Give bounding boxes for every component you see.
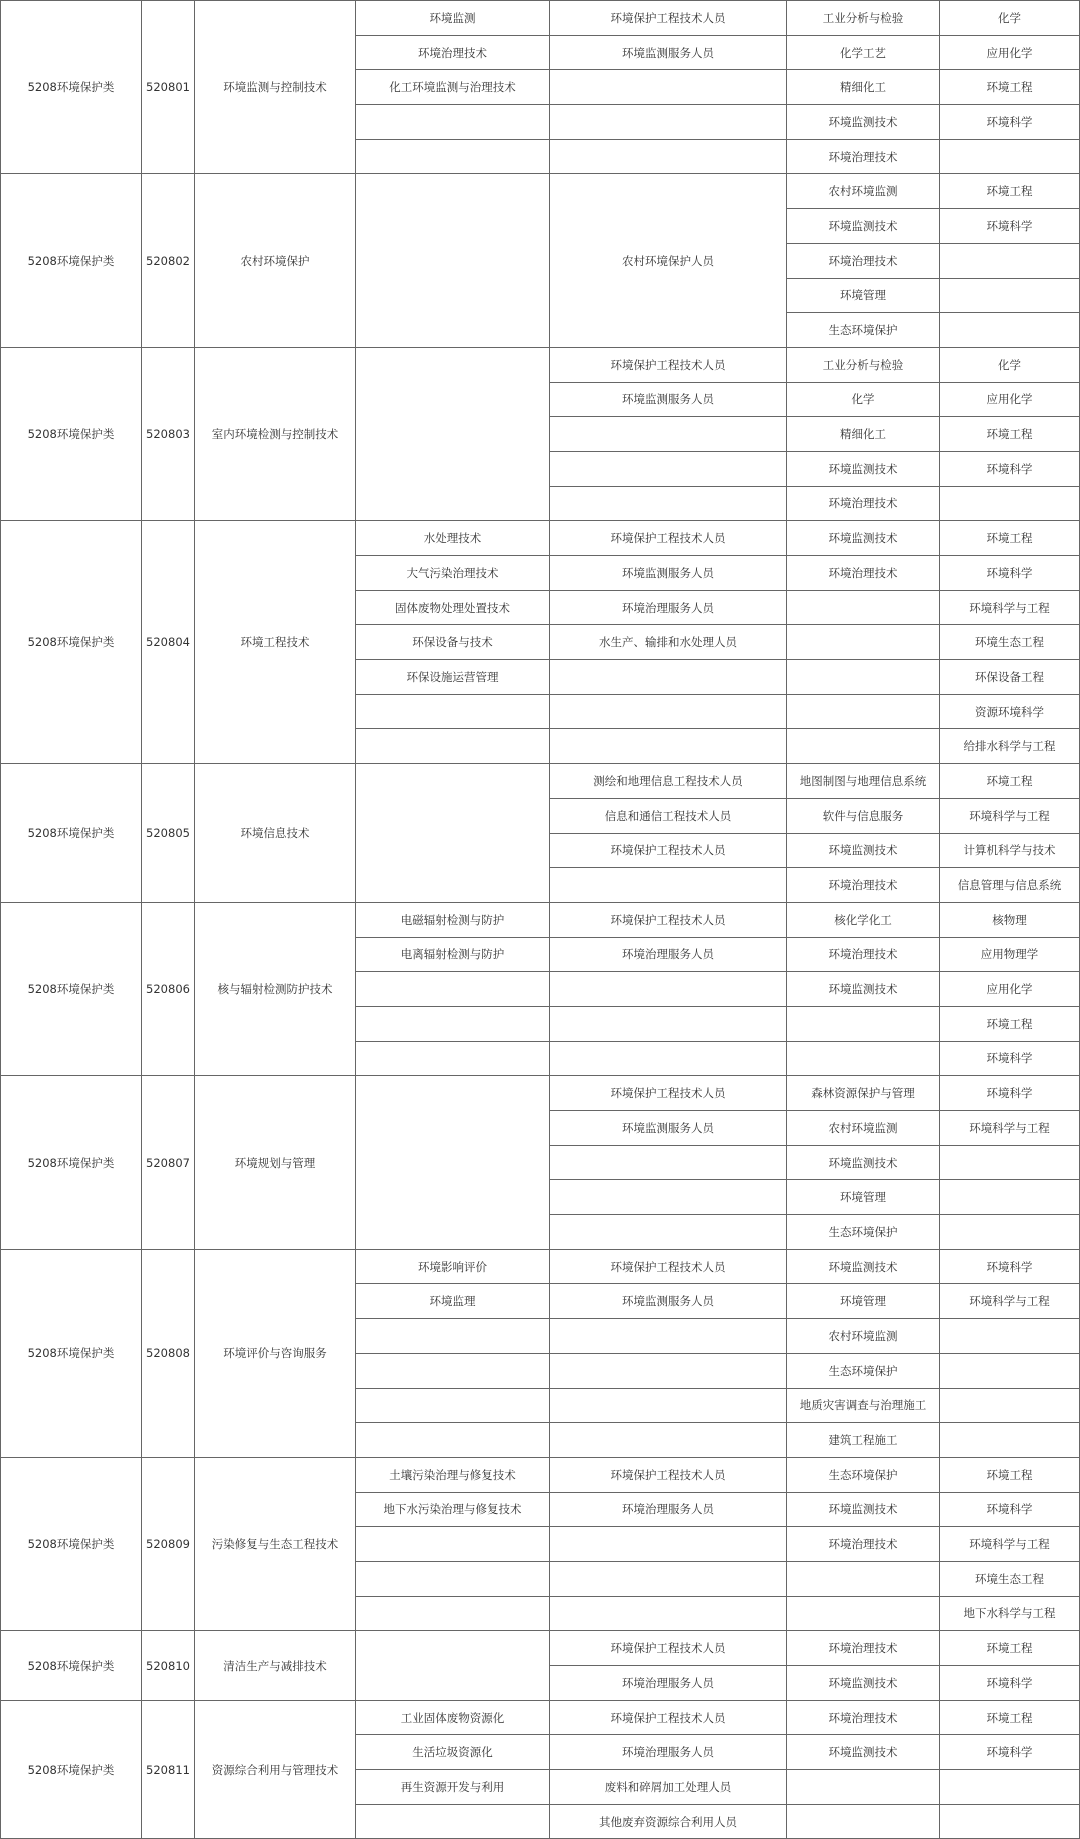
category-cell: 5208环境保护类 <box>1 902 142 1075</box>
major-name-cell: 环境工程技术 <box>195 521 356 764</box>
occupation-cell <box>550 660 787 695</box>
occupation-cell: 环境保护工程技术人员 <box>550 1076 787 1111</box>
continuation-major-cell <box>356 1423 550 1458</box>
occupation-cell: 环境治理服务人员 <box>550 1666 787 1701</box>
undergrad-major-cell: 环境科学与工程 <box>940 1527 1080 1562</box>
vocational-major-cell: 核化学化工 <box>787 902 940 937</box>
major-code-cell: 520808 <box>142 1249 195 1457</box>
undergrad-major-cell: 环境科学 <box>940 1076 1080 1111</box>
major-name-cell: 农村环境保护 <box>195 174 356 347</box>
undergrad-major-cell: 应用化学 <box>940 972 1080 1007</box>
major-code-cell: 520810 <box>142 1631 195 1700</box>
category-cell: 5208环境保护类 <box>1 521 142 764</box>
occupation-cell: 废料和碎屑加工处理人员 <box>550 1770 787 1805</box>
undergrad-major-cell: 应用化学 <box>940 382 1080 417</box>
continuation-major-cell <box>356 972 550 1007</box>
occupation-cell: 环境治理服务人员 <box>550 937 787 972</box>
undergrad-major-cell: 环境科学 <box>940 556 1080 591</box>
table-row <box>1 1076 1080 1111</box>
major-name-cell: 环境规划与管理 <box>195 1076 356 1249</box>
major-code-cell: 520803 <box>142 347 195 520</box>
undergrad-major-cell: 环保设备工程 <box>940 660 1080 695</box>
undergrad-major-cell: 环境科学 <box>940 1666 1080 1701</box>
undergrad-major-cell: 信息管理与信息系统 <box>940 868 1080 903</box>
vocational-major-cell: 环境治理技术 <box>787 139 940 174</box>
vocational-major-cell: 生态环境保护 <box>787 1353 940 1388</box>
vocational-major-cell: 化学工艺 <box>787 35 940 70</box>
occupation-cell: 环境保护工程技术人员 <box>550 1249 787 1284</box>
occupation-cell <box>550 1006 787 1041</box>
table-row <box>1 174 1080 209</box>
vocational-major-cell: 地质灾害调查与治理施工 <box>787 1388 940 1423</box>
occupation-cell: 环境治理服务人员 <box>550 1735 787 1770</box>
undergrad-major-cell: 环境科学 <box>940 1735 1080 1770</box>
occupation-cell <box>550 1353 787 1388</box>
undergrad-major-cell: 环境科学 <box>940 1492 1080 1527</box>
major-code-cell: 520801 <box>142 1 195 174</box>
vocational-major-cell: 环境治理技术 <box>787 1700 940 1735</box>
continuation-major-cell: 工业固体废物资源化 <box>356 1700 550 1735</box>
undergrad-major-cell <box>940 1353 1080 1388</box>
continuation-major-cell: 再生资源开发与利用 <box>356 1770 550 1805</box>
vocational-major-cell: 生态环境保护 <box>787 1457 940 1492</box>
occupation-cell <box>550 70 787 105</box>
vocational-major-cell <box>787 660 940 695</box>
table-row <box>1 1457 1080 1492</box>
table-row <box>1 1249 1080 1284</box>
occupation-cell <box>550 1561 787 1596</box>
continuation-major-cell: 化工环境监测与治理技术 <box>356 70 550 105</box>
continuation-major-cell <box>356 1006 550 1041</box>
undergrad-major-cell <box>940 1180 1080 1215</box>
occupation-cell: 环境保护工程技术人员 <box>550 902 787 937</box>
occupation-cell <box>550 868 787 903</box>
occupation-cell: 环境保护工程技术人员 <box>550 1 787 36</box>
undergrad-major-cell: 环境生态工程 <box>940 1561 1080 1596</box>
occupation-cell <box>550 1423 787 1458</box>
occupation-cell: 环境监测服务人员 <box>550 1111 787 1146</box>
occupation-cell <box>550 729 787 764</box>
occupation-cell <box>550 417 787 452</box>
table-row <box>1 521 1080 556</box>
continuation-major-cell: 环境影响评价 <box>356 1249 550 1284</box>
undergrad-major-cell: 环境科学 <box>940 1249 1080 1284</box>
occupation-cell <box>550 1145 787 1180</box>
major-code-cell: 520809 <box>142 1457 195 1630</box>
undergrad-major-cell: 环境科学 <box>940 1041 1080 1076</box>
undergrad-major-cell <box>940 1423 1080 1458</box>
vocational-major-cell: 环境管理 <box>787 278 940 313</box>
major-name-cell: 污染修复与生态工程技术 <box>195 1457 356 1630</box>
major-code-cell: 520805 <box>142 764 195 903</box>
continuation-major-cell <box>356 1631 550 1700</box>
vocational-major-cell <box>787 729 940 764</box>
continuation-major-cell <box>356 1041 550 1076</box>
vocational-major-cell <box>787 590 940 625</box>
table-row <box>1 1700 1080 1735</box>
occupation-cell <box>550 1596 787 1631</box>
continuation-major-cell <box>356 1561 550 1596</box>
undergrad-major-cell: 给排水科学与工程 <box>940 729 1080 764</box>
undergrad-major-cell: 环境工程 <box>940 521 1080 556</box>
undergrad-major-cell <box>940 1319 1080 1354</box>
undergrad-major-cell: 环境工程 <box>940 1700 1080 1735</box>
occupation-cell <box>550 451 787 486</box>
undergrad-major-cell <box>940 1770 1080 1805</box>
major-code-cell: 520806 <box>142 902 195 1075</box>
vocational-major-cell: 环境监测技术 <box>787 1735 940 1770</box>
vocational-major-cell: 环境监测技术 <box>787 521 940 556</box>
vocational-major-cell: 化学 <box>787 382 940 417</box>
category-cell: 5208环境保护类 <box>1 1249 142 1457</box>
vocational-major-cell: 森林资源保护与管理 <box>787 1076 940 1111</box>
continuation-major-cell: 电离辐射检测与防护 <box>356 937 550 972</box>
undergrad-major-cell <box>940 486 1080 521</box>
continuation-major-cell <box>356 347 550 520</box>
occupation-cell <box>550 694 787 729</box>
continuation-major-cell: 环保设备与技术 <box>356 625 550 660</box>
continuation-major-cell: 环境监测 <box>356 1 550 36</box>
undergrad-major-cell: 计算机科学与技术 <box>940 833 1080 868</box>
occupation-cell: 环境治理服务人员 <box>550 1492 787 1527</box>
continuation-major-cell: 土壤污染治理与修复技术 <box>356 1457 550 1492</box>
occupation-cell: 环境保护工程技术人员 <box>550 1457 787 1492</box>
vocational-major-cell: 地图制图与地理信息系统 <box>787 764 940 799</box>
undergrad-major-cell <box>940 1145 1080 1180</box>
continuation-major-cell: 水处理技术 <box>356 521 550 556</box>
category-cell: 5208环境保护类 <box>1 174 142 347</box>
vocational-major-cell: 环境管理 <box>787 1284 940 1319</box>
table-row <box>1 1 1080 36</box>
occupation-cell: 信息和通信工程技术人员 <box>550 798 787 833</box>
undergrad-major-cell <box>940 1215 1080 1250</box>
undergrad-major-cell: 化学 <box>940 1 1080 36</box>
continuation-major-cell: 环境治理技术 <box>356 35 550 70</box>
undergrad-major-cell: 环境科学与工程 <box>940 1284 1080 1319</box>
undergrad-major-cell: 环境工程 <box>940 1006 1080 1041</box>
vocational-major-cell: 农村环境监测 <box>787 174 940 209</box>
undergrad-major-cell: 环境生态工程 <box>940 625 1080 660</box>
major-code-cell: 520807 <box>142 1076 195 1249</box>
category-cell: 5208环境保护类 <box>1 764 142 903</box>
vocational-major-cell <box>787 1006 940 1041</box>
occupation-cell: 环境监测服务人员 <box>550 1284 787 1319</box>
occupation-cell <box>550 1319 787 1354</box>
vocational-major-cell: 工业分析与检验 <box>787 1 940 36</box>
undergrad-major-cell: 环境科学与工程 <box>940 1111 1080 1146</box>
occupation-cell <box>550 1041 787 1076</box>
occupation-cell: 水生产、输排和水处理人员 <box>550 625 787 660</box>
continuation-major-cell: 大气污染治理技术 <box>356 556 550 591</box>
occupation-cell: 其他废弃资源综合利用人员 <box>550 1804 787 1839</box>
vocational-major-cell: 环境治理技术 <box>787 1631 940 1666</box>
occupation-cell <box>550 1527 787 1562</box>
undergrad-major-cell: 化学 <box>940 347 1080 382</box>
vocational-major-cell: 工业分析与检验 <box>787 347 940 382</box>
occupation-cell: 环境治理服务人员 <box>550 590 787 625</box>
occupation-cell <box>550 1180 787 1215</box>
continuation-major-cell: 生活垃圾资源化 <box>356 1735 550 1770</box>
continuation-major-cell <box>356 729 550 764</box>
major-name-cell: 核与辐射检测防护技术 <box>195 902 356 1075</box>
vocational-major-cell: 环境治理技术 <box>787 243 940 278</box>
category-cell: 5208环境保护类 <box>1 1457 142 1630</box>
occupation-cell: 环境监测服务人员 <box>550 35 787 70</box>
vocational-major-cell: 环境监测技术 <box>787 1666 940 1701</box>
major-code-cell: 520804 <box>142 521 195 764</box>
undergrad-major-cell: 应用化学 <box>940 35 1080 70</box>
vocational-major-cell: 环境监测技术 <box>787 451 940 486</box>
occupation-cell <box>550 105 787 140</box>
occupation-cell <box>550 1215 787 1250</box>
vocational-major-cell <box>787 694 940 729</box>
continuation-major-cell <box>356 1076 550 1249</box>
continuation-major-cell <box>356 174 550 347</box>
undergrad-major-cell <box>940 139 1080 174</box>
major-name-cell: 环境信息技术 <box>195 764 356 903</box>
continuation-major-cell: 固体废物处理处置技术 <box>356 590 550 625</box>
table-row <box>1 347 1080 382</box>
category-cell: 5208环境保护类 <box>1 1 142 174</box>
undergrad-major-cell: 环境科学与工程 <box>940 798 1080 833</box>
major-name-cell: 清洁生产与减排技术 <box>195 1631 356 1700</box>
table-row <box>1 902 1080 937</box>
undergrad-major-cell <box>940 1388 1080 1423</box>
vocational-major-cell <box>787 625 940 660</box>
vocational-major-cell: 环境治理技术 <box>787 937 940 972</box>
continuation-major-cell <box>356 1319 550 1354</box>
vocational-major-cell: 生态环境保护 <box>787 1215 940 1250</box>
vocational-major-cell <box>787 1770 940 1805</box>
vocational-major-cell <box>787 1561 940 1596</box>
occupation-cell <box>550 486 787 521</box>
vocational-major-cell: 环境监测技术 <box>787 1249 940 1284</box>
major-name-cell: 室内环境检测与控制技术 <box>195 347 356 520</box>
vocational-major-cell: 精细化工 <box>787 70 940 105</box>
occupation-cell <box>550 972 787 1007</box>
occupation-cell <box>550 1388 787 1423</box>
vocational-major-cell <box>787 1596 940 1631</box>
vocational-major-cell: 农村环境监测 <box>787 1111 940 1146</box>
undergrad-major-cell: 资源环境科学 <box>940 694 1080 729</box>
vocational-major-cell: 环境监测技术 <box>787 209 940 244</box>
vocational-major-cell: 生态环境保护 <box>787 313 940 348</box>
vocational-major-cell: 环境治理技术 <box>787 486 940 521</box>
occupation-cell: 环境保护工程技术人员 <box>550 347 787 382</box>
vocational-major-cell <box>787 1041 940 1076</box>
undergrad-major-cell: 环境工程 <box>940 764 1080 799</box>
undergrad-major-cell: 环境工程 <box>940 1631 1080 1666</box>
vocational-major-cell: 环境治理技术 <box>787 868 940 903</box>
continuation-major-cell: 电磁辐射检测与防护 <box>356 902 550 937</box>
occupation-cell: 环境保护工程技术人员 <box>550 833 787 868</box>
table-row <box>1 1631 1080 1666</box>
undergrad-major-cell: 环境工程 <box>940 417 1080 452</box>
major-name-cell: 环境监测与控制技术 <box>195 1 356 174</box>
major-code-cell: 520802 <box>142 174 195 347</box>
continuation-major-cell <box>356 694 550 729</box>
vocational-major-cell: 农村环境监测 <box>787 1319 940 1354</box>
undergrad-major-cell: 环境工程 <box>940 1457 1080 1492</box>
undergrad-major-cell: 应用物理学 <box>940 937 1080 972</box>
vocational-major-cell: 环境管理 <box>787 1180 940 1215</box>
occupation-cell: 环境保护工程技术人员 <box>550 521 787 556</box>
major-code-cell: 520811 <box>142 1700 195 1839</box>
continuation-major-cell <box>356 1596 550 1631</box>
undergrad-major-cell: 环境科学与工程 <box>940 590 1080 625</box>
table-row <box>1 764 1080 799</box>
vocational-major-cell: 环境监测技术 <box>787 972 940 1007</box>
category-cell: 5208环境保护类 <box>1 1700 142 1839</box>
occupation-cell: 测绘和地理信息工程技术人员 <box>550 764 787 799</box>
continuation-major-cell <box>356 1353 550 1388</box>
occupation-cell: 农村环境保护人员 <box>550 174 787 347</box>
vocational-major-cell: 环境治理技术 <box>787 1527 940 1562</box>
undergrad-major-cell: 环境科学 <box>940 209 1080 244</box>
category-cell: 5208环境保护类 <box>1 347 142 520</box>
vocational-major-cell: 建筑工程施工 <box>787 1423 940 1458</box>
undergrad-major-cell <box>940 278 1080 313</box>
vocational-major-cell: 环境监测技术 <box>787 1492 940 1527</box>
continuation-major-cell <box>356 1388 550 1423</box>
occupation-cell: 环境保护工程技术人员 <box>550 1631 787 1666</box>
major-name-cell: 环境评价与咨询服务 <box>195 1249 356 1457</box>
undergrad-major-cell: 环境工程 <box>940 174 1080 209</box>
continuation-major-cell: 地下水污染治理与修复技术 <box>356 1492 550 1527</box>
vocational-major-cell: 环境监测技术 <box>787 833 940 868</box>
undergrad-major-cell <box>940 313 1080 348</box>
undergrad-major-cell: 环境科学 <box>940 105 1080 140</box>
continuation-major-cell: 环境监理 <box>356 1284 550 1319</box>
category-cell: 5208环境保护类 <box>1 1076 142 1249</box>
vocational-major-cell: 精细化工 <box>787 417 940 452</box>
continuation-major-cell: 环保设施运营管理 <box>356 660 550 695</box>
occupation-cell: 环境保护工程技术人员 <box>550 1700 787 1735</box>
undergrad-major-cell: 核物理 <box>940 902 1080 937</box>
occupation-cell: 环境监测服务人员 <box>550 556 787 591</box>
undergrad-major-cell: 环境科学 <box>940 451 1080 486</box>
undergrad-major-cell: 地下水科学与工程 <box>940 1596 1080 1631</box>
continuation-major-cell <box>356 1527 550 1562</box>
occupation-cell <box>550 139 787 174</box>
undergrad-major-cell <box>940 243 1080 278</box>
continuation-major-cell <box>356 139 550 174</box>
vocational-major-cell: 环境治理技术 <box>787 556 940 591</box>
occupation-cell: 环境监测服务人员 <box>550 382 787 417</box>
undergrad-major-cell: 环境工程 <box>940 70 1080 105</box>
continuation-major-cell <box>356 105 550 140</box>
continuation-major-cell <box>356 764 550 903</box>
vocational-major-cell: 环境监测技术 <box>787 105 940 140</box>
vocational-major-cell: 软件与信息服务 <box>787 798 940 833</box>
major-name-cell: 资源综合利用与管理技术 <box>195 1700 356 1839</box>
vocational-major-cell: 环境监测技术 <box>787 1145 940 1180</box>
category-cell: 5208环境保护类 <box>1 1631 142 1700</box>
